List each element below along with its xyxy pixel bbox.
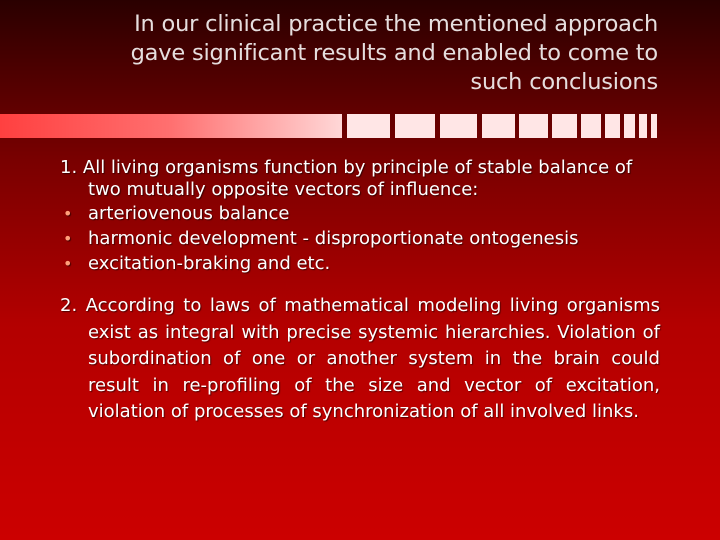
slide-body [60, 157, 660, 426]
divider-block [395, 114, 435, 138]
list-item [60, 253, 660, 275]
point-1-text: 1. All living organisms function by principle of stable balance of two mutually opposite vectors of influence: [60, 157, 633, 200]
divider-block [552, 114, 577, 138]
decorative-divider-bar [0, 114, 660, 138]
title-line: In our clinical practice the mentioned approach [134, 11, 658, 37]
divider-block [605, 114, 620, 138]
title-line: such conclusions [470, 69, 658, 95]
bullet-icon: • [63, 229, 73, 248]
bullet-text: harmonic development - disproportionate ontogenesis [88, 228, 579, 249]
point-2-text: 2. According to laws of mathematical modeling living organisms exist as integral with precise systemic hierarchies. Violation of subordination of one or another system in the brain could result in re-profiling of the size and vector of excitation, violation of processes of synchronization of all involved links. [60, 295, 660, 422]
bullet-text: excitation-braking and etc. [88, 253, 331, 274]
divider-block [651, 114, 657, 138]
bullet-text: arteriovenous balance [88, 203, 290, 224]
divider-block [347, 114, 390, 138]
divider-block [482, 114, 515, 138]
divider-block [440, 114, 477, 138]
bullet-list [60, 203, 660, 275]
divider-gradient-segment [0, 114, 342, 138]
divider-block [624, 114, 635, 138]
divider-block [519, 114, 548, 138]
bullet-icon: • [63, 254, 73, 273]
divider-block [639, 114, 647, 138]
bullet-icon: • [63, 204, 73, 223]
divider-block [581, 114, 601, 138]
title-line: gave significant results and enabled to come to [130, 40, 658, 66]
list-item [60, 203, 660, 225]
slide-title [58, 10, 658, 97]
list-item [60, 228, 660, 250]
